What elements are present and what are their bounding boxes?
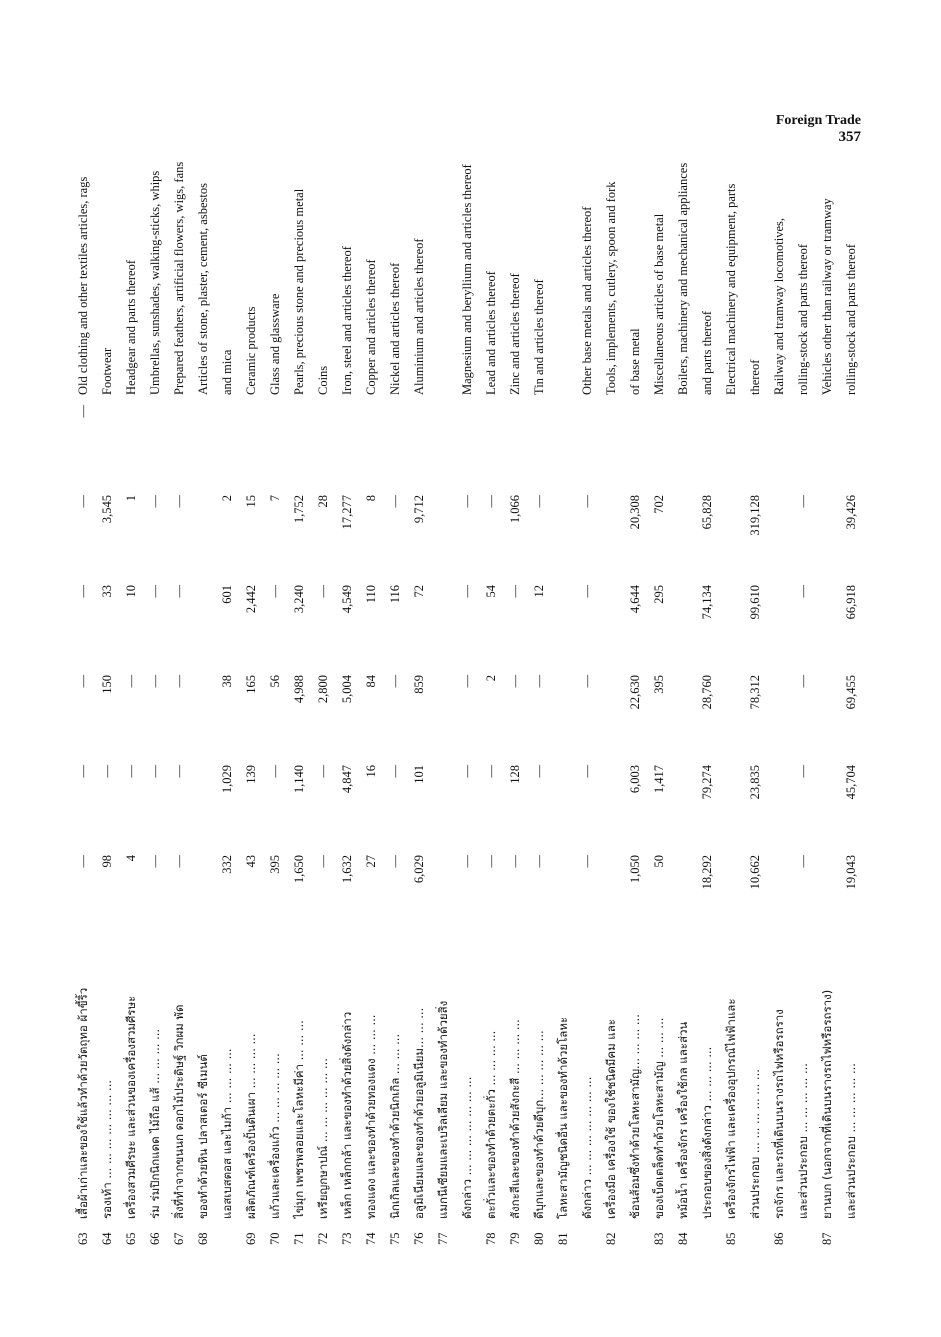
value-cell: — [580, 855, 594, 868]
english-description: Pearls, precious stone and precious metal [292, 188, 306, 395]
page-number: 357 [838, 129, 861, 145]
item-number: 63 [76, 1232, 90, 1245]
item-number: 82 [604, 1232, 618, 1245]
value-cell: 33 [100, 585, 114, 598]
value-cell: 601 [220, 585, 234, 604]
value-cell: — [172, 495, 186, 508]
table-row [219, 175, 243, 1245]
value-cell: — [124, 675, 138, 688]
thai-description: ยานบก (นอกจากที่เดินบนรางรถไฟหรือรถราง) [820, 989, 834, 1219]
table-row [579, 175, 603, 1245]
thai-description: เสื้อผ้าเก่าและของใช้แล้วทำด้วยวัตถุทอ ผ้าขี้ริ้ว [76, 987, 90, 1219]
value-cell: 3,240 [292, 585, 306, 614]
value-cell: 99,610 [748, 585, 762, 620]
value-cell: 1,752 [292, 495, 306, 524]
value-cell: 16 [364, 765, 378, 778]
item-number: 68 [196, 1232, 210, 1245]
value-cell: — [460, 675, 474, 688]
thai-description: ร่ม ร่มปิกนิกแดด ไม้ถือ แส้ ... ... ... ... [148, 1028, 162, 1219]
value-cell: — [76, 585, 90, 598]
table-row [435, 175, 459, 1245]
value-cell: 98 [100, 855, 114, 868]
english-description: Zinc and articles thereof [508, 273, 522, 395]
table-row [843, 175, 867, 1245]
value-cell: 45,704 [844, 765, 858, 800]
table-row [747, 175, 771, 1245]
english-description: Electrical machinery and equipment, parts [724, 183, 738, 395]
english-description: of base metal [628, 328, 642, 395]
value-cell: 1,632 [340, 855, 354, 884]
value-cell: 4,988 [292, 675, 306, 704]
value-cell: — [268, 585, 282, 598]
thai-description: รถจักร และรถที่เดินบนรางรถไฟหรือรถราง [772, 1009, 786, 1219]
english-description: Prepared feathers, artificial flowers, wigs, fans [172, 161, 186, 395]
value-cell: 22,630 [628, 675, 642, 710]
item-number: 71 [292, 1232, 306, 1245]
table-row [315, 175, 339, 1245]
value-cell: 1,050 [628, 855, 642, 884]
table-row [363, 175, 387, 1245]
english-description: and mica [220, 349, 234, 395]
value-cell: — [580, 585, 594, 598]
value-cell: 319,128 [748, 495, 762, 536]
english-description: Ceramic products [244, 306, 258, 395]
value-cell: — [796, 585, 810, 598]
english-description: Aluminium and articles thereof [412, 238, 426, 395]
value-cell: — [460, 765, 474, 778]
value-cell: 2,442 [244, 585, 258, 614]
value-cell: 2 [220, 495, 234, 502]
table-row [195, 175, 219, 1245]
item-number: 78 [484, 1232, 498, 1245]
value-cell: 859 [412, 675, 426, 694]
table-row [675, 162, 699, 1245]
thai-description: แก้วและเครื่องแก้ว ... ... ... ... ... [268, 1053, 282, 1219]
item-number: 70 [268, 1232, 282, 1245]
english-description: rolling-stock and parts thereof [796, 244, 810, 395]
thai-description: นิกเกิลและของทำด้วยนิกเกิล ... ... ... [388, 1033, 402, 1219]
value-cell: 10 [124, 585, 138, 598]
table-row [75, 175, 99, 1245]
value-cell: 12 [532, 585, 546, 598]
value-cell: — [580, 675, 594, 688]
table-row [723, 175, 747, 1245]
value-cell: 78,312 [748, 675, 762, 710]
thai-description: อลูมิเนียมและของทำด้วยอลูมิเนียม... ... ... [412, 1007, 426, 1219]
trade-table [75, 161, 865, 1245]
value-cell: 1 [124, 495, 138, 502]
thai-description: ดังกล่าว ... ... ... ... ... ... ... [460, 1076, 474, 1219]
table-row [819, 175, 843, 1245]
value-cell: 165 [244, 675, 258, 694]
thai-description: เครื่องมือ เครื่องใช้ ของใช้ชนิดมีคม และ [604, 1019, 618, 1219]
value-cell: 28 [316, 495, 330, 508]
value-cell: — [124, 765, 138, 778]
english-description: Umbrellas, sunshades, walking-sticks, whips [148, 170, 162, 395]
value-cell: 69,455 [844, 675, 858, 710]
table-row [147, 170, 171, 1245]
value-cell: 150 [100, 675, 114, 694]
value-cell: 28,760 [700, 675, 714, 710]
value-cell: 2 [484, 675, 498, 682]
table-row [507, 175, 531, 1245]
value-cell: 54 [484, 585, 498, 598]
value-cell: — [148, 495, 162, 508]
value-cell: 9,712 [412, 495, 426, 524]
thai-description: ผลิตภัณฑ์เครื่องปั้นดินเผา ... ... ... ... [244, 1033, 258, 1219]
value-cell: 72 [412, 585, 426, 598]
table-row [483, 175, 507, 1245]
value-cell: — [388, 765, 402, 778]
english-description: Nickel and articles thereof [388, 262, 402, 395]
value-cell: — [796, 495, 810, 508]
thai-description: เครื่องสวมศีรษะ และส่วนของเครื่องสวมศีรษะ [124, 995, 138, 1219]
english-description: Other base metals and articles thereof [580, 206, 594, 395]
table-row [123, 175, 147, 1245]
thai-description: เหล็ก เหล็กกล้า และของทำด้วยสิ่งดังกล่าว [340, 1011, 354, 1219]
item-number: 69 [244, 1232, 258, 1245]
value-cell: 18,292 [700, 855, 714, 890]
value-cell: 66,918 [844, 585, 858, 620]
value-cell: 65,828 [700, 495, 714, 530]
item-number: 80 [532, 1232, 546, 1245]
value-cell: — [460, 585, 474, 598]
value-cell: 50 [652, 855, 666, 868]
table-row [795, 175, 819, 1245]
english-description: Glass and glassware [268, 293, 282, 395]
value-cell: — [148, 585, 162, 598]
value-cell: — [484, 765, 498, 778]
value-cell: 332 [220, 855, 234, 874]
english-description: Miscellaneous articles of base metal [652, 213, 666, 395]
value-cell: 702 [652, 495, 666, 514]
value-cell: 1,417 [652, 765, 666, 794]
value-cell: — [76, 675, 90, 688]
value-cell: 4 [124, 855, 138, 862]
section-title: Foreign Trade [775, 113, 861, 128]
thai-description: ของเบ็ดเตล็ดทำด้วยโลหะสามัญ ... ... ... [652, 1017, 666, 1219]
table-row [651, 175, 675, 1245]
english-description: Railway and tramway locomotives, [772, 217, 786, 395]
value-cell: 56 [268, 675, 282, 688]
table-row [555, 175, 579, 1245]
thai-description: ส่วนประกอบ ... ... ... ... ... ... [748, 1069, 762, 1219]
thai-description: ของทำด้วยหิน ปลาสเตอร์ ซีเมนต์ [196, 1054, 210, 1219]
value-cell: 4,847 [340, 765, 354, 794]
value-cell: — [172, 765, 186, 778]
table-row [339, 175, 363, 1245]
table-row [459, 164, 483, 1245]
thai-description: สังกะสีและของทำด้วยสังกะสี ... ... ... ... [508, 1019, 522, 1219]
thai-description: แอสเบสตอส และไมก้า ... ... ... ... [220, 1048, 234, 1219]
english-description: Tools, implements, cutlery, spoon and fork [604, 181, 618, 395]
value-cell: 4,549 [340, 585, 354, 614]
value-cell: — [148, 675, 162, 688]
value-cell: 110 [364, 585, 378, 604]
value-cell: 116 [388, 585, 402, 604]
value-cell: — [460, 495, 474, 508]
item-number: 67 [172, 1232, 186, 1245]
value-cell: 1,029 [220, 765, 234, 794]
value-cell: — [580, 765, 594, 778]
english-description: thereof [748, 359, 762, 395]
value-cell: — [268, 765, 282, 778]
thai-description: ทองแดง และของทำด้วยทองแดง ... ... ... [364, 1014, 378, 1219]
english-description: Lead and articles thereof [484, 271, 498, 395]
item-number: 76 [412, 1232, 426, 1245]
table-row [531, 175, 555, 1245]
value-cell: 2,800 [316, 675, 330, 704]
value-cell: 3,545 [100, 495, 114, 524]
table-row [771, 175, 795, 1245]
value-cell: — [76, 765, 90, 778]
value-cell: 19,043 [844, 855, 858, 890]
item-number: 72 [316, 1232, 330, 1245]
value-cell: 5,004 [340, 675, 354, 704]
value-cell: — [172, 855, 186, 868]
thai-description: หม้อน้ำ เครื่องจักร เครื่องใช้กล และส่วน [676, 1021, 690, 1219]
thai-description: แมกนีเซียมและเบริลเลียม และของทำด้วยสิ่ง [436, 1000, 450, 1219]
item-number: 87 [820, 1232, 834, 1245]
table-row [291, 175, 315, 1245]
thai-description: ดีบุกและของทำด้วยดีบุก... ... ... ... ... [532, 1030, 546, 1219]
table-row [243, 175, 267, 1245]
value-cell: — [532, 765, 546, 778]
thai-description: ไข่มุก เพชรพลอยและโลหะมีค่า ... ... ... [292, 1020, 306, 1219]
value-cell: 84 [364, 675, 378, 688]
value-cell: — [580, 495, 594, 508]
value-cell: — [508, 855, 522, 868]
value-cell: 74,134 [700, 585, 714, 620]
item-number: 81 [556, 1232, 570, 1245]
thai-description: รองเท้า ... ... ... ... ... ... ... [100, 1079, 114, 1219]
item-number: 66 [148, 1232, 162, 1245]
value-cell: — [76, 405, 90, 418]
thai-description: เหรียญกษาปณ์ ... ... ... ... ... ... [316, 1058, 330, 1219]
value-cell: 4,644 [628, 585, 642, 614]
value-cell: 20,308 [628, 495, 642, 530]
value-cell: — [388, 495, 402, 508]
value-cell: 1,650 [292, 855, 306, 884]
item-number: 84 [676, 1232, 690, 1245]
english-description: Vehicles other than railway or tramway [820, 198, 834, 395]
value-cell: — [100, 765, 114, 778]
table-row [267, 175, 291, 1245]
english-description: Boilers, machinery and mechanical appliances [676, 162, 690, 395]
thai-description: โลหะสามัญชนิดอื่น และของทำด้วยโลหะ [556, 1016, 570, 1219]
value-cell: 79,274 [700, 765, 714, 800]
english-description: Magnesium and beryllium and articles thereof [460, 164, 474, 395]
english-description: Iron, steel and articles thereof [340, 246, 354, 395]
value-cell: 395 [652, 675, 666, 694]
table-row [699, 175, 723, 1245]
value-cell: 7 [268, 495, 282, 502]
value-cell: 1,140 [292, 765, 306, 794]
value-cell: 128 [508, 765, 522, 784]
value-cell: — [484, 495, 498, 508]
value-cell: — [532, 675, 546, 688]
value-cell: 15 [244, 495, 258, 508]
table-row [171, 161, 195, 1245]
value-cell: — [172, 675, 186, 688]
english-description: Articles of stone, plaster, cement, asbestos [196, 183, 210, 395]
item-number: 75 [388, 1232, 402, 1245]
value-cell: — [508, 675, 522, 688]
item-number: 86 [772, 1232, 786, 1245]
item-number: 79 [508, 1232, 522, 1245]
value-cell: 295 [652, 585, 666, 604]
item-number: 83 [652, 1232, 666, 1245]
page-header [776, 112, 861, 146]
value-cell: — [76, 855, 90, 868]
value-cell: 139 [244, 765, 258, 784]
value-cell: 101 [412, 765, 426, 784]
value-cell: — [76, 495, 90, 508]
table-row [603, 175, 627, 1245]
value-cell: — [388, 675, 402, 688]
value-cell: 8 [364, 495, 378, 502]
item-number: 74 [364, 1232, 378, 1245]
thai-description: และส่วนประกอบ ... ... ... ... ... [844, 1063, 858, 1219]
english-description: Old clothing and other textiles articles, rags [76, 176, 90, 395]
thai-description: สิ่งที่ทำจากขนนก ดอกไม้ประดิษฐ์ วิกผม พัด [172, 1004, 186, 1219]
value-cell: — [532, 495, 546, 508]
value-cell: 17,277 [340, 495, 354, 530]
thai-description: เครื่องจักรไฟฟ้า และเครื่องอุปกรณ์ไฟฟ้าและ [724, 998, 738, 1219]
value-cell: 1,066 [508, 495, 522, 524]
item-number: 85 [724, 1232, 738, 1245]
table-row [627, 175, 651, 1245]
english-description: rolling-stock and parts thereof [844, 244, 858, 395]
english-description: Footwear [100, 347, 114, 395]
english-description: Headgear and parts thereof [124, 260, 138, 395]
item-number: 77 [436, 1232, 450, 1245]
item-number: 73 [340, 1232, 354, 1245]
value-cell: — [172, 585, 186, 598]
value-cell: 38 [220, 675, 234, 688]
value-cell: 395 [268, 855, 282, 874]
thai-description: ช้อนส้อมซึ่งทำด้วยโลหะสามัญ... ... ... ... [628, 1014, 642, 1219]
table-row [387, 175, 411, 1245]
value-cell: — [148, 855, 162, 868]
table-row [99, 175, 123, 1245]
value-cell: — [796, 675, 810, 688]
english-description: Copper and articles thereof [364, 259, 378, 395]
value-cell: 39,426 [844, 495, 858, 530]
value-cell: 43 [244, 855, 258, 868]
thai-description: และส่วนประกอบ ... ... ... ... ... [796, 1063, 810, 1219]
table-row [411, 175, 435, 1245]
value-cell: — [484, 855, 498, 868]
value-cell: 6,003 [628, 765, 642, 794]
value-cell: 23,835 [748, 765, 762, 800]
item-number: 64 [100, 1232, 114, 1245]
item-number: 65 [124, 1232, 138, 1245]
english-description: and parts thereof [700, 311, 714, 395]
thai-description: ตะกั่วและของทำด้วยตะกั่ว ... ... ... ... [484, 1030, 498, 1219]
value-cell: — [316, 585, 330, 598]
value-cell: — [508, 585, 522, 598]
thai-description: ประกอบของสิ่งดังกล่าว ... ... ... ... [700, 1046, 714, 1219]
value-cell: — [796, 765, 810, 778]
value-cell: — [388, 855, 402, 868]
thai-description: ดังกล่าว ... ... ... ... ... ... ... [580, 1076, 594, 1219]
value-cell: 27 [364, 855, 378, 868]
value-cell: — [796, 855, 810, 868]
value-cell: 6,029 [412, 855, 426, 884]
value-cell: — [148, 765, 162, 778]
value-cell: — [316, 855, 330, 868]
value-cell: — [316, 765, 330, 778]
english-description: Coins [316, 365, 330, 395]
value-cell: — [532, 855, 546, 868]
value-cell: 10,662 [748, 855, 762, 890]
english-description: Tin and articles thereof [532, 279, 546, 395]
value-cell: — [460, 855, 474, 868]
